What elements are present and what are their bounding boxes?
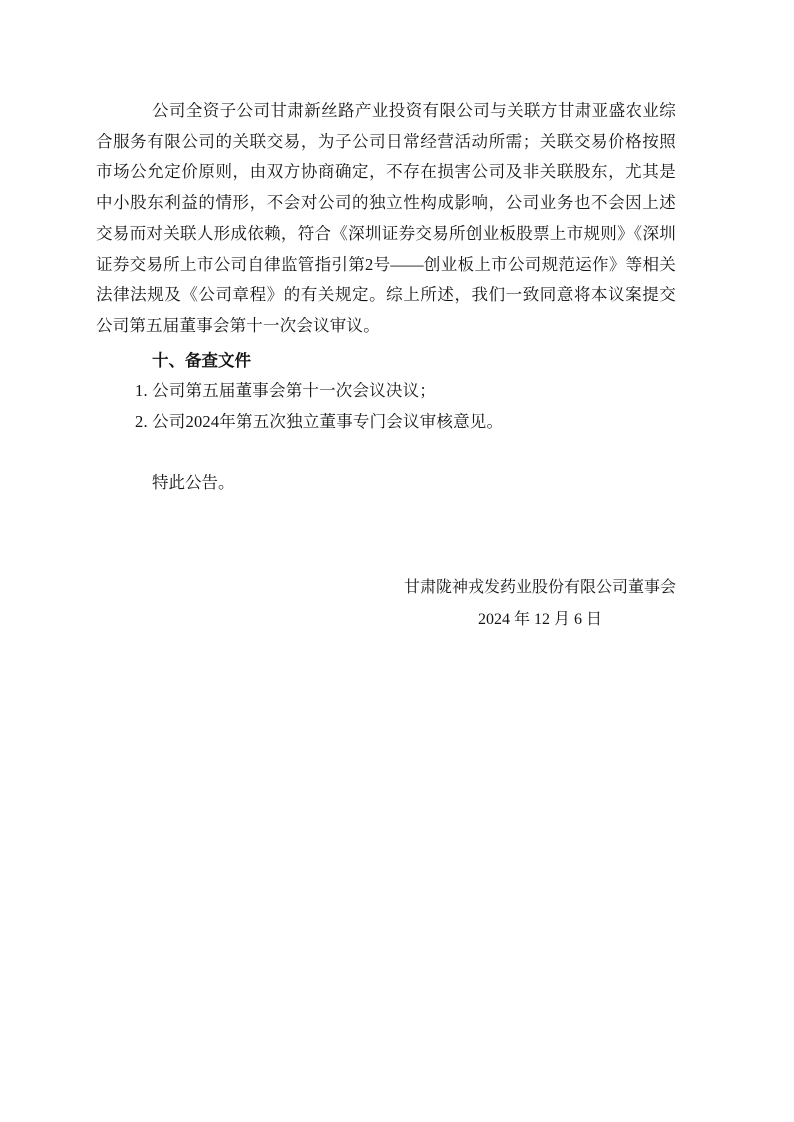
reference-document-item-2: 2. 公司2024年第五次独立董事专门会议审核意见。 [135, 412, 504, 432]
signature-block [96, 572, 676, 636]
closing-statement: 特此公告。 [152, 472, 235, 492]
signature-date: 2024 年 12 月 6 日 [477, 611, 602, 629]
reference-document-item-1: 1. 公司第五届董事会第十一次会议决议； [135, 381, 436, 401]
section-heading-reference-documents: 十、备查文件 [152, 350, 251, 370]
signature-company-name: 甘肃陇神戎发药业股份有限公司董事会 [403, 579, 676, 597]
signature-inner [404, 572, 676, 636]
opinion-paragraph: 公司全资子公司甘肃新丝路产业投资有限公司与关联方甘肃亚盛农业综合服务有限公司的关联交易，为子公司日常经营活动所需；关联交易价格按照市场公允定价原则，由双方协商确定，不存在损害公司及非关联股东，尤其是中小股东利益的情形，不会对公司的独立性构成影响，公司业务也不会因上述交易而对关联人形成依赖，符合《深圳证券交易所创业板股票上市规则》《深圳证券交易所上市公司自律监管指引第2号——创业板上市公司规范运作》等相关法律法规及《公司章程》的有关规定。综上所述，我们一致同意将本议案提交公司第五届董事会第十一次会议审议。 [96, 101, 676, 335]
